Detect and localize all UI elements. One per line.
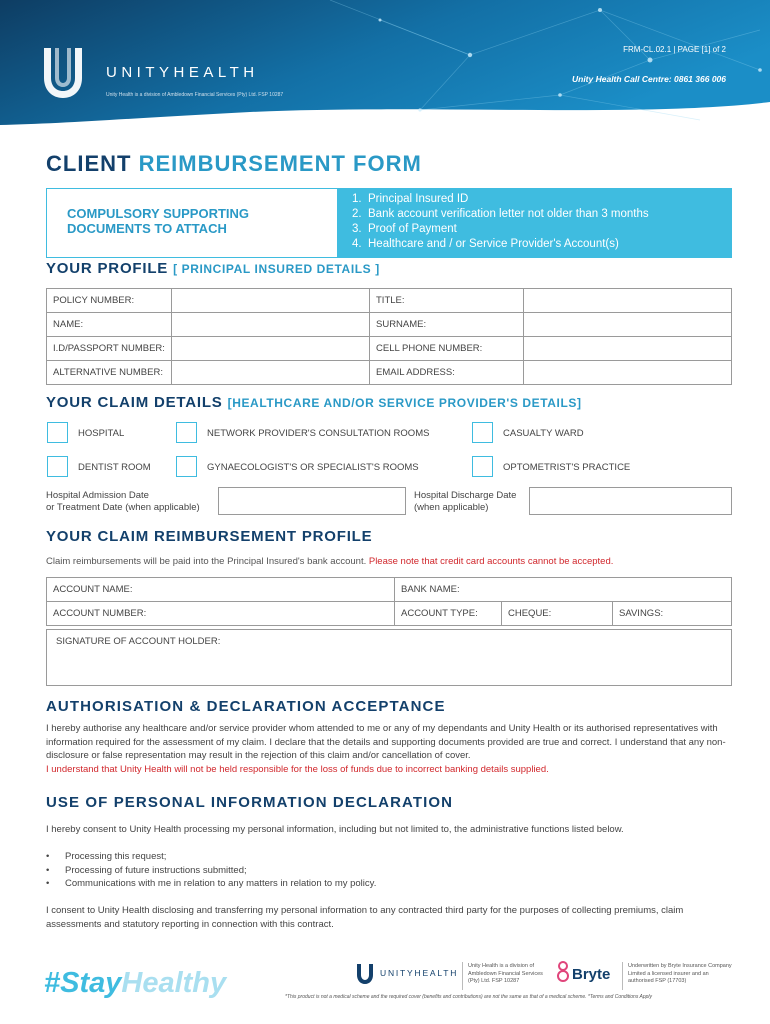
admission-date-field[interactable] — [218, 487, 406, 515]
gynaecologist-specialist-label: GYNAECOLOGIST'S OR SPECIALIST'S ROOMS — [207, 462, 419, 473]
reimbursement-note: Claim reimbursements will be paid into the Principal Insured's bank account. Please note that credit card accounts cannot be accepted. — [46, 556, 614, 567]
policy-number-label: POLICY NUMBER: — [46, 288, 172, 313]
header-background — [0, 0, 770, 125]
title-field[interactable] — [523, 288, 732, 313]
discharge-date-field[interactable] — [529, 487, 732, 515]
dentist-room-checkbox[interactable] — [47, 456, 68, 477]
bryte-logo-icon — [556, 961, 570, 983]
list-item: 1. Principal Insured ID — [352, 193, 469, 205]
brand-wordmark: UNITYHEALTH — [106, 64, 259, 81]
optometrist-checkbox[interactable] — [472, 456, 493, 477]
signature-field[interactable]: SIGNATURE OF ACCOUNT HOLDER: — [46, 629, 732, 686]
cell-phone-field[interactable] — [523, 336, 732, 361]
credit-card-warning: Please note that credit card accounts cannot be accepted. — [368, 556, 614, 567]
casualty-ward-checkbox[interactable] — [472, 422, 493, 443]
policy-number-field[interactable] — [171, 288, 370, 313]
form-code: FRM-CL.02.1 | PAGE [1] of 2 — [623, 45, 726, 54]
claim-subheading: [HEALTHCARE AND/OR SERVICE PROVIDER'S DETAILS] — [227, 396, 582, 410]
alternative-number-field[interactable] — [171, 360, 370, 385]
list-item: 2. Bank account verification letter not older than 3 months — [352, 208, 649, 220]
cell-phone-label: CELL PHONE NUMBER: — [369, 336, 524, 361]
bryte-underwriter-note: Underwritten by Bryte Insurance Company Limited a licensed insurer and an authorised FSP (17703) — [628, 963, 732, 984]
footer-divider — [462, 962, 463, 990]
personal-info-bullets — [46, 850, 736, 891]
list-item: • Processing of future instructions submitted; — [46, 864, 247, 876]
reimbursement-heading: YOUR CLAIM REIMBURSEMENT PROFILE — [46, 528, 373, 545]
header-banner — [0, 0, 770, 125]
personal-info-intro: I hereby consent to Unity Health processing my personal information, including but not limited to, the administrative functions listed below. — [46, 824, 624, 835]
footer-unity-health-note: Unity Health is a division of Ambledown Financial Services (Pty) Ltd. FSP 10287 — [468, 963, 543, 984]
account-type-label: ACCOUNT TYPE: — [394, 601, 502, 626]
gynaecologist-specialist-checkbox[interactable] — [176, 456, 197, 477]
id-passport-label: I.D/PASSPORT NUMBER: — [46, 336, 172, 361]
call-centre-number: Unity Health Call Centre: 0861 366 006 — [571, 74, 726, 84]
unity-health-footer-logo-icon — [355, 963, 375, 985]
casualty-ward-label: CASUALTY WARD — [503, 428, 584, 439]
footer-disclaimer: *This product is not a medical scheme and the required cover (benefits and contributions) are not the same as that of a medical scheme. *Terms and Conditions Apply — [285, 994, 653, 1000]
list-item: 3. Proof of Payment — [352, 223, 457, 235]
surname-label: SURNAME: — [369, 312, 524, 337]
alternative-number-label: ALTERNATIVE NUMBER: — [46, 360, 172, 385]
authorisation-heading: AUTHORISATION & DECLARATION ACCEPTANCE — [46, 698, 446, 715]
discharge-date-label: Hospital Discharge Date (when applicable) — [414, 490, 517, 513]
personal-info-consent: I consent to Unity Health disclosing and transferring my personal information to any contracted third party for the purposes of collecting premiums, claim assessments and statutory reporting in connection with this contract. — [46, 905, 684, 930]
name-label: NAME: — [46, 312, 172, 337]
title-part-form: REIMBURSEMENT FORM — [138, 151, 422, 176]
network-provider-checkbox[interactable] — [176, 422, 197, 443]
name-field[interactable] — [171, 312, 370, 337]
personal-info-heading: USE OF PERSONAL INFORMATION DECLARATION — [46, 794, 454, 811]
cheque-option[interactable]: CHEQUE: — [501, 601, 613, 626]
bank-name-field[interactable]: BANK NAME: — [394, 577, 732, 602]
savings-option[interactable]: SAVINGS: — [612, 601, 732, 626]
supporting-docs-label: COMPULSORY SUPPORTING DOCUMENTS TO ATTACH — [67, 206, 250, 236]
list-item: 4. Healthcare and / or Service Provider's Account(s) — [352, 238, 619, 250]
account-name-field[interactable]: ACCOUNT NAME: — [46, 577, 395, 602]
account-number-field[interactable]: ACCOUNT NUMBER: — [46, 601, 395, 626]
footer-unity-health-wordmark: UNITYHEALTH — [380, 968, 459, 978]
dentist-room-label: DENTIST ROOM — [78, 462, 151, 473]
list-item: • Communications with me in relation to any matters in relation to my policy. — [46, 878, 377, 889]
supporting-docs-list — [338, 188, 732, 258]
profile-subheading: [ PRINCIPAL INSURED DETAILS ] — [173, 262, 380, 276]
stay-healthy-slogan: #StayHealthy — [44, 967, 227, 999]
admission-date-label: Hospital Admission Date or Treatment Date (when applicable) — [46, 490, 200, 513]
optometrist-label: OPTOMETRIST'S PRACTICE — [503, 462, 631, 473]
authorisation-text: I hereby authorise any healthcare and/or service provider whom attended to me or any of my dependants and Unity Health or its authorised representatives with information required for the assessment of my claim. I declare that the details and supporting documents provided are true and correct. I understand that any non-disclosure or false representation may result in the rejection of this claim and/or cancellation of cover. — [46, 723, 726, 761]
footer-divider — [622, 962, 623, 990]
email-field[interactable] — [523, 360, 732, 385]
profile-heading: YOUR PROFILE [ PRINCIPAL INSURED DETAILS ] — [46, 260, 380, 277]
bryte-wordmark: Bryte — [572, 966, 611, 983]
email-label: EMAIL ADDRESS: — [369, 360, 524, 385]
network-provider-label: NETWORK PROVIDER'S CONSULTATION ROOMS — [207, 428, 430, 439]
surname-field[interactable] — [523, 312, 732, 337]
page-title — [46, 151, 422, 177]
id-passport-field[interactable] — [171, 336, 370, 361]
list-item: • Processing this request; — [46, 851, 167, 862]
brand-tagline: Unity Health is a division of Ambledown Financial Services (Pty) Ltd. FSP 10287 — [106, 92, 284, 98]
banking-liability-warning: I understand that Unity Health will not be held responsible for the loss of funds due to incorrect banking details supplied. — [46, 764, 549, 775]
hospital-label: HOSPITAL — [78, 428, 125, 439]
claim-heading: YOUR CLAIM DETAILS [HEALTHCARE AND/OR SERVICE PROVIDER'S DETAILS] — [46, 394, 582, 411]
hospital-checkbox[interactable] — [47, 422, 68, 443]
supporting-docs-label-box — [46, 188, 338, 258]
title-part-client: CLIENT — [46, 151, 132, 176]
title-label: TITLE: — [369, 288, 524, 313]
